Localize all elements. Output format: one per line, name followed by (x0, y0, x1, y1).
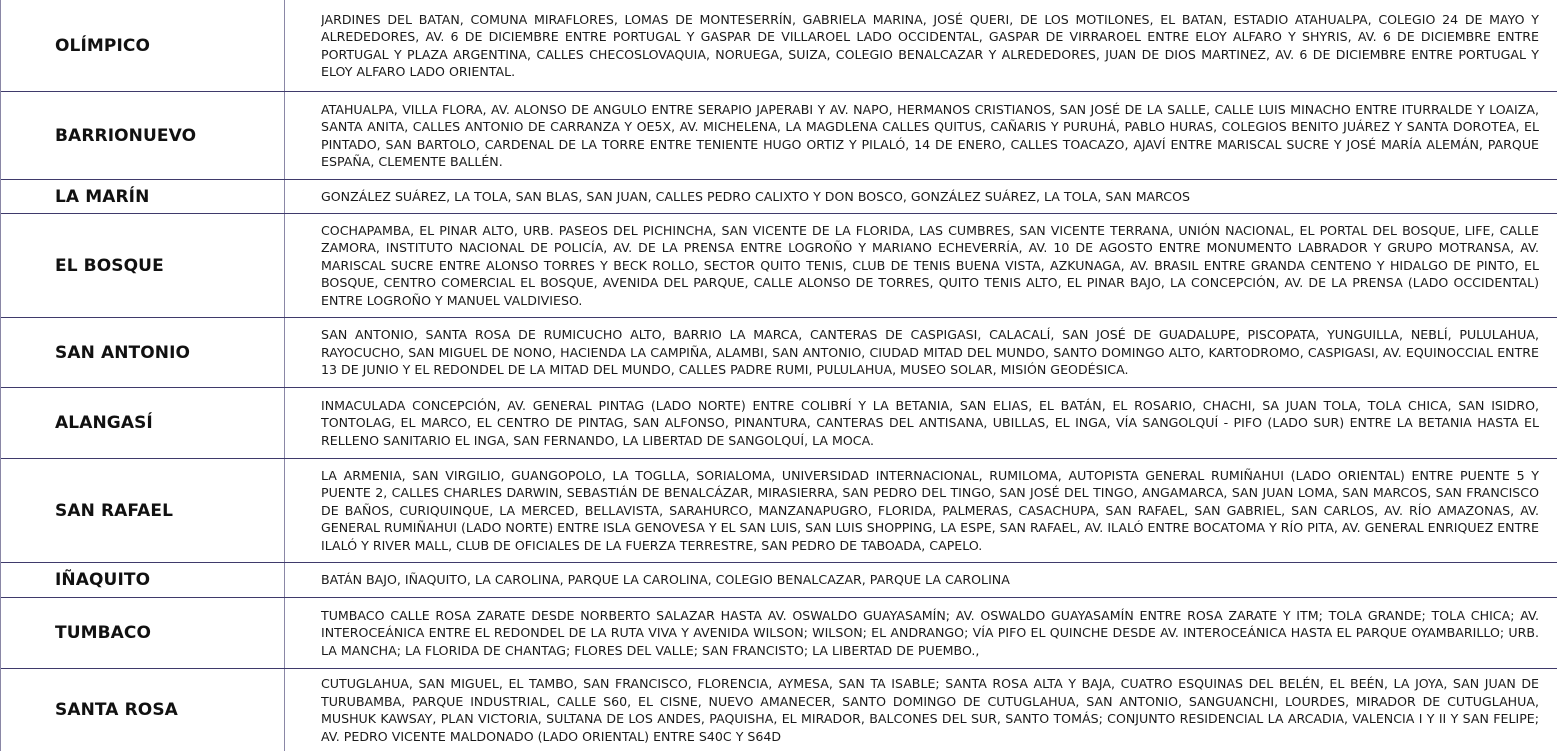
sector-name: ALANGASÍ (1, 388, 285, 458)
sector-name: OLÍMPICO (1, 0, 285, 91)
sector-description-text: SAN ANTONIO, SANTA ROSA DE RUMICUCHO ALTO, BARRIO LA MARCA, CANTERAS DE CASPIGASI, CALACALÍ, SAN JOSÉ DE GUADALUPE, PISCOPATA, YUNGUILLA, NEBLÍ, PULULAHUA, RAYOCUCHO, SAN MIGUEL DE NONO, HACIENDA LA CAMPIÑA, ALAMBI, SAN ANTONIO, CIUDAD MITAD DEL MUNDO, SANTO DOMINGO ALTO, KARTODROMO, CASPIGASI, AV. EQUINOCCIAL ENTRE 13 DE JUNIO Y EL REDONDEL DE LA MITAD DEL MUNDO, CALLES PADRE RUMI, PULULAHUA, MUSEO SOLAR, MISIÓN GEODÉSICA. (321, 327, 1539, 378)
sector-name: BARRIONUEVO (1, 92, 285, 179)
sector-name: LA MARÍN (1, 180, 285, 213)
table-row (1, 598, 1557, 669)
sector-name: TUMBACO (1, 598, 285, 668)
sector-description-text: ATAHUALPA, VILLA FLORA, AV. ALONSO DE ANGULO ENTRE SERAPIO JAPERABI Y AV. NAPO, HERMANOS CRISTIANOS, SAN JOSÉ DE LA SALLE, CALLE LUIS MINACHO ENTRE ITURRALDE Y LOAIZA, SANTA ANITA, CALLES ANTONIO DE CARRANZA Y OE5X, AV. MICHELENA, LA MAGDLENA CALLES QUITUS, CAÑARIS Y PURUHÁ, PABLO HURAS, COLEGIOS BENITO JUÁREZ Y SANTA DOROTEA, EL PINTADO, SAN BARTOLO, CARDENAL DE LA TORRE ENTRE TENIENTE HUGO ORTIZ Y PILALÓ, 14 DE ENERO, CALLES TOACAZO, AJAVÍ ENTRE MARISCAL SUCRE Y JOSÉ MARÍA ALEMÁN, PARQUE ESPAÑA, CLEMENTE BALLÉN. (321, 101, 1539, 169)
sector-description-text: CUTUGLAHUA, SAN MIGUEL, EL TAMBO, SAN FRANCISCO, FLORENCIA, AYMESA, SAN TA ISABLE; SANTA ROSA ALTA Y BAJA, CUATRO ESQUINAS DEL BELÉN, EL BEÉN, LA JOYA, SAN JUAN DE TURUBAMBA, PARQUE INDUSTRIAL, CALLE S60, EL CISNE, NUEVO AMANECER, SANTO DOMINGO DE CUTUGLAHUA, SAN ANTONIO, SANGUANCHI, LOURDES, MIRADOR DE CUTUGLAHUA, MUSHUK KAWSAY, PLAN VICTORIA, SULTANA DE LOS ANDES, PAQUISHA, EL MIRADOR, BALCONES DEL SUR, SANTO TOMÁS; CONJUNTO RESIDENCIAL LA ARCADIA, VALENCIA I Y II Y SAN FELIPE; AV. PEDRO VICENTE MALDONADO (LADO ORIENTAL) ENTRE S40C Y S64D (321, 676, 1539, 744)
sector-name: EL BOSQUE (1, 214, 285, 317)
sector-description-text: JARDINES DEL BATAN, COMUNA MIRAFLORES, LOMAS DE MONTESERRÍN, GABRIELA MARINA, JOSÉ QUERI, DE LOS MOTILONES, EL BATAN, ESTADIO ATAHUALPA, COLEGIO 24 DE MAYO Y ALREDEDORES, AV. 6 DE DICIEMBRE ENTRE PORTUGAL Y GASPAR DE VILLAROEL LADO OCCIDENTAL, GASPAR DE VIRRAROEL ENTRE ELOY ALFARO Y SHYRIS, AV. 6 DE DICIEMBRE ENTRE PORTUGAL Y PLAZA ARGENTINA, CALLES CHECOSLOVAQUIA, NORUEGA, SUIZA, COLEGIO BENALCAZAR Y ALREDEDORES, JUAN DE DIOS MARTINEZ, AV. 6 DE DICIEMBRE ENTRE PORTUGAL Y ELOY ALFARO LADO ORIENTAL. (321, 11, 1539, 79)
table-row (1, 318, 1557, 388)
sector-description (321, 563, 1539, 597)
sector-name: SAN RAFAEL (1, 459, 285, 562)
sector-description (321, 669, 1539, 751)
sector-description-text: BATÁN BAJO, IÑAQUITO, LA CAROLINA, PARQUE LA CAROLINA, COLEGIO BENALCAZAR, PARQUE LA CAROLINA (321, 572, 1010, 588)
sector-description (321, 318, 1539, 387)
sector-description (321, 214, 1539, 317)
sector-name: IÑAQUITO (1, 563, 285, 597)
sector-description (321, 459, 1539, 562)
table-row (1, 180, 1557, 214)
sector-description (321, 598, 1539, 668)
sector-description-text: INMACULADA CONCEPCIÓN, AV. GENERAL PINTAG (LADO NORTE) ENTRE COLIBRÍ Y LA BETANIA, SAN ELIAS, EL BATÁN, EL ROSARIO, CHACHI, SA JUAN TOLA, TOLA CHICA, SAN ISIDRO, TONTOLAG, EL MARCO, EL CENTRO DE PINTAG, SAN ALFONSO, PINANTURA, CANTERAS DEL ANTISANA, UBILLAS, EL INGA, VÍA SANGOLQUÍ - PIFO (LADO SUR) ENTRE LA BETANIA HASTA EL RELLENO SANITARIO EL INGA, SAN FERNANDO, LA LIBERTAD DE SANGOLQUÍ, LA MOCA. (321, 397, 1539, 448)
table-row (1, 92, 1557, 180)
sector-description-text: LA ARMENIA, SAN VIRGILIO, GUANGOPOLO, LA TOGLLA, SORIALOMA, UNIVERSIDAD INTERNACIONAL, RUMILOMA, AUTOPISTA GENERAL RUMIÑAHUI (LADO ORIENTAL) ENTRE PUENTE 5 Y PUENTE 2, CALLES CHARLES DARWIN, SEBASTIÁN DE BENALCÁZAR, MIRASIERRA, SAN PEDRO DEL TINGO, SAN JOSÉ DEL TINGO, ANGAMARCA, SAN JUAN LOMA, SAN MARCOS, SAN FRANCISCO DE BAÑOS, CURIQUINQUE, LA MERCED, BELLAVISTA, SARAHURCO, MANZANAPUGRO, FLORIDA, PALMERAS, CASACHUPA, SAN RAFAEL, SAN GABRIEL, SAN CARLOS, AV. RÍO AMAZONAS, AV. GENERAL RUMIÑAHUI (LADO NORTE) ENTRE ISLA GENOVESA Y EL SAN LUIS, SAN LUIS SHOPPING, LA ESPE, SAN RAFAEL, AV. ILALÓ ENTRE BOCATOMA Y RÍO PITA, AV. GENERAL ENRIQUEZ ENTRE ILALÓ Y RIVER MALL, CLUB DE OFICIALES DE LA FUERZA TERRESTRE, SAN PEDRO DE TABOADA, CAPELO. (321, 467, 1539, 553)
table-row (1, 214, 1557, 318)
table-row (1, 0, 1557, 92)
sector-name: SAN ANTONIO (1, 318, 285, 387)
table-row (1, 388, 1557, 459)
table-row (1, 459, 1557, 563)
sector-description (321, 92, 1539, 179)
table-row (1, 669, 1557, 751)
sector-name: SANTA ROSA (1, 669, 285, 751)
sector-description-text: GONZÁLEZ SUÁREZ, LA TOLA, SAN BLAS, SAN JUAN, CALLES PEDRO CALIXTO Y DON BOSCO, GONZÁLEZ SUÁREZ, LA TOLA, SAN MARCOS (321, 188, 1190, 204)
sector-description (321, 180, 1539, 213)
sector-description (321, 388, 1539, 458)
sector-description-text: TUMBACO CALLE ROSA ZARATE DESDE NORBERTO SALAZAR HASTA AV. OSWALDO GUAYASAMÍN; AV. OSWALDO GUAYASAMÍN ENTRE ROSA ZARATE Y ITM; TOLA GRANDE; TOLA CHICA; AV. INTEROCEÁNICA ENTRE EL REDONDEL DE LA RUTA VIVA Y AVENIDA WILSON; WILSON; EL ANDRANGO; VÍA PIFO EL QUINCHE DESDE AV. INTEROCEÁNICA HASTA EL PARQUE OYAMBARILLO; URB. LA MANCHA; LA FLORIDA DE CHANTAG; FLORES DEL VALLE; SAN FRANCISTO; LA LIBERTAD DE PUEMBO., (321, 607, 1539, 658)
sector-description (321, 0, 1539, 91)
sector-description-text: COCHAPAMBA, EL PINAR ALTO, URB. PASEOS DEL PICHINCHA, SAN VICENTE DE LA FLORIDA, LAS CUMBRES, SAN VICENTE TERRANA, UNIÓN NACIONAL, EL PORTAL DEL BOSQUE, LIFE, CALLE ZAMORA, INSTITUTO NACIONAL DE POLICÍA, AV. DE LA PRENSA ENTRE LOGROÑO Y MARIANO ECHEVERRÍA, AV. 10 DE AGOSTO ENTRE MONUMENTO LABRADOR Y GRUPO MOTRANSA, AV. MARISCAL SUCRE ENTRE ALONSO TORRES Y BECK ROLLO, SECTOR QUITO TENIS, CLUB DE TENIS BUENA VISTA, AZKUNAGA, AV. BRASIL ENTRE GRANDA CENTENO Y HIDALGO DE PINTO, EL BOSQUE, CENTRO COMERCIAL EL BOSQUE, AVENIDA DEL PARQUE, CALLE ALONSO DE TORRES, QUITO TENIS ALTO, EL PINAR BAJO, LA CONCEPCIÓN, AV. DE LA PRENSA (LADO OCCIDENTAL) ENTRE LOGROÑO Y MANUEL VALDIVIESO. (321, 222, 1539, 308)
table-row (1, 563, 1557, 598)
